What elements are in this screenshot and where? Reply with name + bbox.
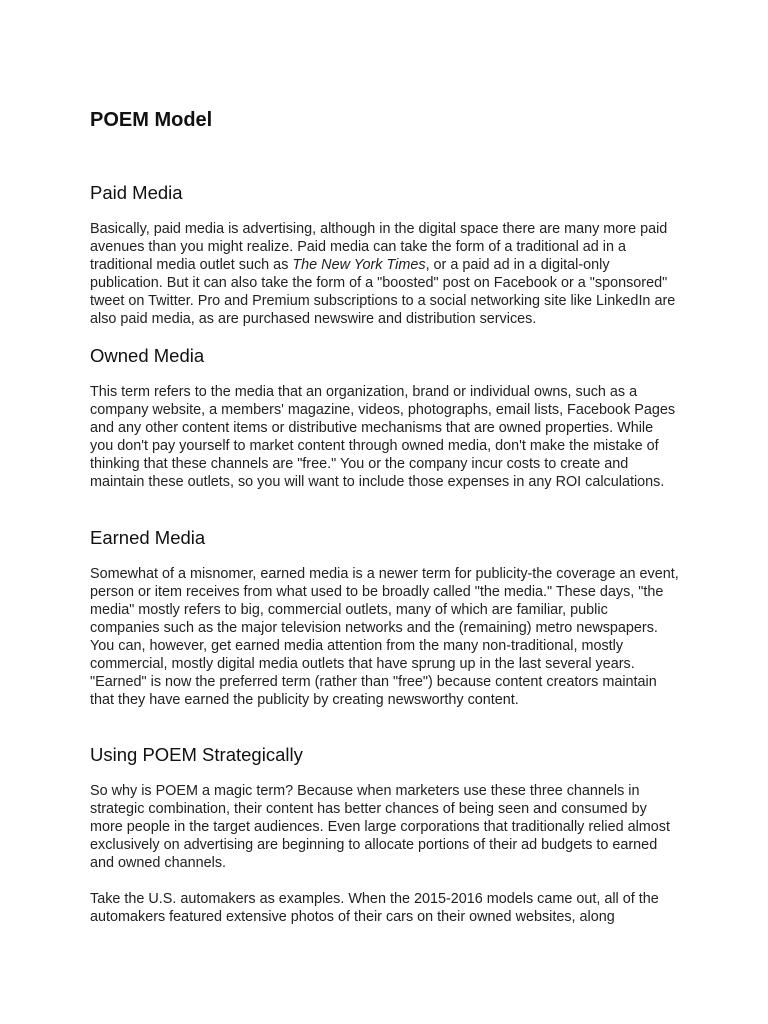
publication-name: The New York Times <box>292 257 426 273</box>
heading-paid-media: Paid Media <box>90 182 183 203</box>
paragraph-paid-media <box>90 220 680 328</box>
paragraph-owned-media: This term refers to the media that an organization, brand or individual owns, such as a company website, a members' magazine, videos, photographs, email lists, Facebook Pages and any other content items or distributive mechanisms that are owned properties. While you don't pay yourself to market content through owned media, don't make the mistake of thinking that these channels are "free." You or the company incur costs to create and maintain these outlets, so you will want to include those expenses in any ROI calculations. <box>90 384 676 490</box>
paragraph-text: Basically, paid media is advertising, although in the digital space there are many more paid avenues than you might realize. Paid media can take the form of a traditional ad in a traditional media outlet such as <box>90 221 668 273</box>
paragraph-earned-media: Somewhat of a misnomer, earned media is a newer term for publicity-the coverage an event, person or item receives from what used to be broadly called "the media." These days, "the media" mostly refers to big, commercial outlets, many of which are familiar, public companies such as the major television networks and the (remaining) metro newspapers. You can, however, get earned media attention from the many non-traditional, mostly commercial, mostly digital media outlets that have sprung up in the last several years. "Earned" is now the preferred term (rather than "free") because content creators maintain that they have earned the publicity by creating newsworthy content. <box>90 566 679 708</box>
heading-owned-media: Owned Media <box>90 345 205 366</box>
paragraph-text: , or a paid ad in a digital-only publication. But it can also take the form of a "boosted" post on Facebook or a "sponsored" tweet on Twitter. Pro and Premium subscriptions to a social networking site like LinkedIn are also paid media, as are purchased newswire and distribution services. <box>90 257 676 327</box>
paragraph-using-poem-1: So why is POEM a magic term? Because when marketers use these three channels in strategic combination, their content has better chances of being seen and consumed by more people in the target audiences. Even large corporations that traditionally relied almost exclusively on advertising are beginning to allocate portions of their ad budgets to earned and owned channels. <box>90 783 670 871</box>
paragraph-using-poem-2: Take the U.S. automakers as examples. When the 2015-2016 models came out, all of the automakers featured extensive photos of their cars on their owned websites, along <box>90 891 659 925</box>
heading-using-poem: Using POEM Strategically <box>90 744 303 765</box>
document-title: POEM Model <box>90 109 213 131</box>
heading-earned-media: Earned Media <box>90 527 206 548</box>
